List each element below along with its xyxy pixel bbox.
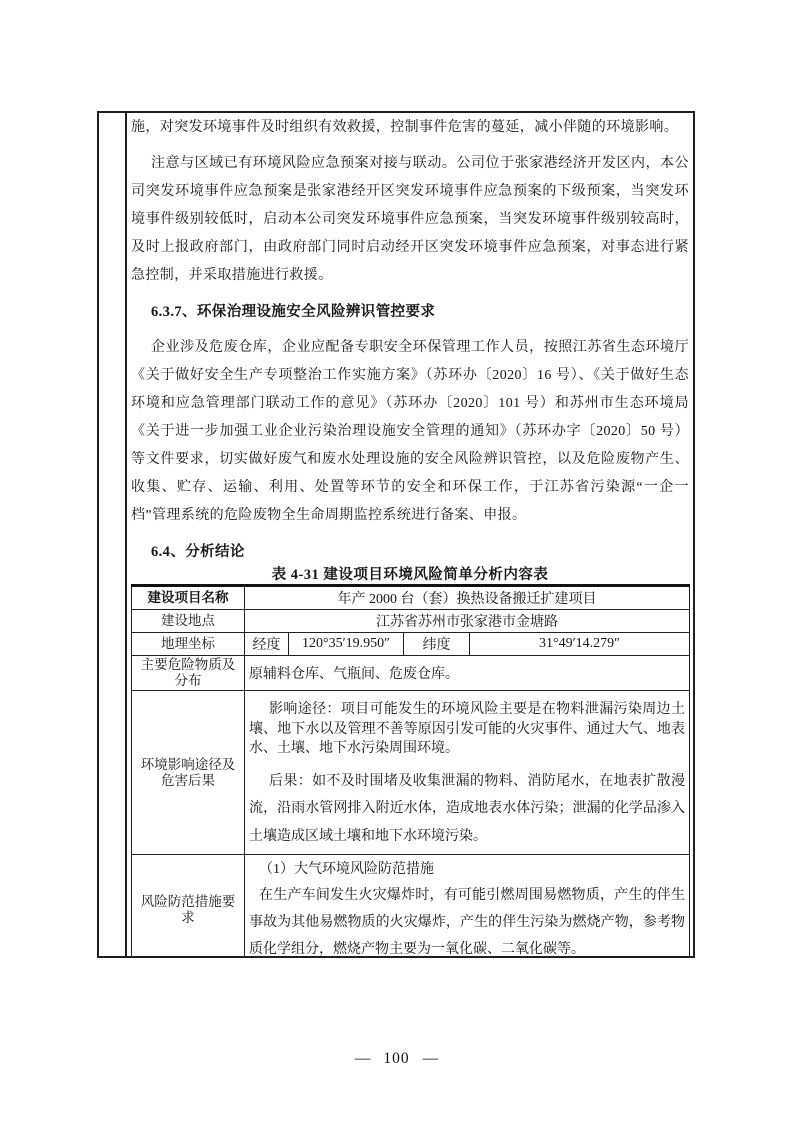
footer-dash-left: — — [354, 1050, 371, 1067]
hazard-materials-value: 原辅料仓库、气瓶间、危废仓库。 — [245, 656, 690, 691]
row-impact-pathways — [132, 691, 690, 855]
project-name-value: 年产 2000 台（套）换热设备搬迁扩建项目 — [245, 586, 690, 610]
row-hazard-materials — [132, 656, 690, 691]
coordinates-label: 地理坐标 — [132, 633, 245, 656]
prevention-measures-subheading: （1）大气环境风险防范措施 — [259, 862, 434, 877]
row-location — [132, 610, 690, 633]
paragraph-emergency-linkage: 注意与区域已有环境风险应急预案对接与联动。公司位于张家港经济开发区内，本公司突发环境事件应急预案是张家港经开区突发环境事件应急预案的下级预案，当突发环境事件级别较低时，启动本公司突发环境事件应急预案，当突发环境事件级别较高时，及时上报政府部门，由政府部门同时启动经开区突发环境事件应急预案，对事态进行紧急控制，并采取措施进行救援。 — [131, 156, 689, 283]
risk-analysis-table — [131, 584, 690, 956]
impact-consequence-paragraph: 后果：如不及时围堵及收集泄漏的物料、消防尾水，在地表扩散漫流，沿雨水管网排入附近水体，造成地表水体污染；泄漏的化学品渗入土壤造成区域土壤和地下水环境污染。 — [249, 773, 685, 844]
table-title: 表 4-31 建设项目环境风险简单分析内容表 — [271, 567, 549, 583]
longitude-label: 经度 — [245, 633, 289, 656]
heading-6-4: 6.4、分析结论 — [151, 544, 245, 560]
latitude-label: 纬度 — [404, 633, 470, 656]
paragraph-continuation: 施，对突发环境事件及时组织有效救援，控制事件危害的蔓延，减小伴随的环境影响。 — [131, 120, 679, 135]
row-project-name — [132, 586, 690, 610]
project-name-label: 建设项目名称 — [132, 586, 245, 610]
paragraph-hazardous-waste: 企业涉及危废仓库，企业应配备专职安全环保管理工作人员，按照江苏省生态环境厅《关于做好安全生产专项整治工作实施方案》（苏环办〔2020〕16 号）、《关于做好生态环境和应急管理部门联动工作的意见》（苏环办〔2020〕101 号）和苏州市生态环境局《关于进一步加强工业企业污染治理设施安全管理的通知》（苏环办字〔2020〕50 号）等文件要求，切实做好废气和废水处理设施的安全风险辨识管控，以及危险废物产生、收集、贮存、运输、利用、处置等环节的安全和环保工作，于江苏省污染源“一企一档”管理系统的危险废物全生命周期监控系统进行备案、申报。 — [131, 340, 689, 523]
impact-pathway-paragraph: 影响途径：项目可能发生的环境风险主要是在物料泄漏污染周边土壤、地下水以及管理不善等原因引发可能的火灾事件、通过大气、地表水、土壤、地下水污染周围环境。 — [249, 702, 685, 756]
heading-6-3-7: 6.3.7、环保治理设施安全风险辨识管控要求 — [151, 304, 436, 320]
latitude-value: 31°49′14.279″ — [470, 633, 690, 656]
impact-pathways-cell — [245, 691, 690, 855]
location-value: 江苏省苏州市张家港市金塘路 — [245, 610, 690, 633]
row-coordinates — [132, 633, 690, 656]
hazard-materials-label: 主要危险物质及分布 — [132, 656, 245, 691]
footer-page-number: 100 — [383, 1050, 410, 1067]
impact-pathways-label: 环境影响途径及危害后果 — [132, 691, 245, 855]
page-footer — [0, 1050, 793, 1068]
prevention-measures-cell — [245, 855, 690, 957]
location-label: 建设地点 — [132, 610, 245, 633]
prevention-measures-paragraph: 在生产车间发生火灾爆炸时，有可能引燃周围易燃物质，产生的伴生事故为其他易燃物质的火灾爆炸，产生的伴生污染为燃烧产物，参考物质化学组分，燃烧产物主要为一氧化碳、二氧化碳等。 — [249, 888, 685, 956]
prevention-measures-label: 风险防范措施要求 — [132, 855, 245, 957]
page-frame — [97, 111, 695, 958]
footer-dash-right: — — [422, 1050, 439, 1067]
page-content — [127, 113, 693, 956]
row-prevention-measures — [132, 855, 690, 957]
longitude-value: 120°35′19.950″ — [289, 633, 404, 656]
